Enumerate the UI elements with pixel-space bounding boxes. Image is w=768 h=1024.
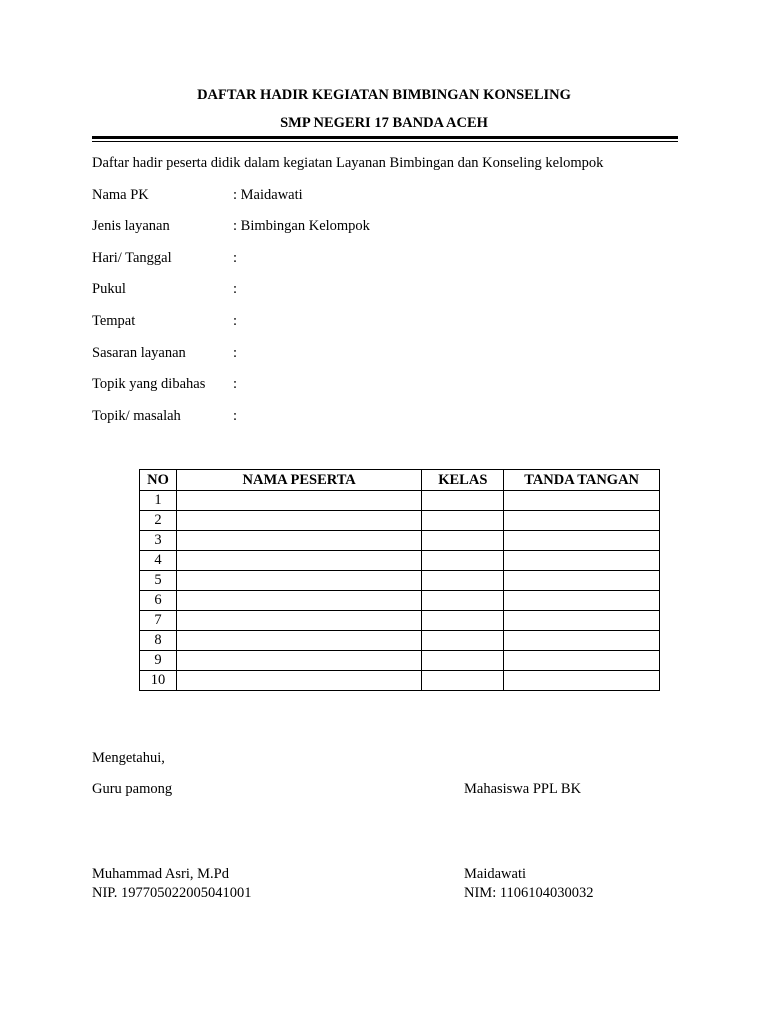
tanda-tangan-cell[interactable]	[504, 571, 660, 591]
row-number: 3	[140, 531, 177, 551]
kelas-cell[interactable]	[422, 591, 504, 611]
field-value: :	[233, 345, 238, 361]
table-row	[140, 591, 660, 611]
nama-cell[interactable]	[176, 571, 421, 591]
nama-cell[interactable]	[176, 591, 421, 611]
row-number: 5	[140, 571, 177, 591]
right-signatory-name: Maidawati	[464, 866, 527, 882]
tanda-tangan-cell[interactable]	[504, 591, 660, 611]
tanda-tangan-cell[interactable]	[504, 531, 660, 551]
tanda-tangan-cell[interactable]	[504, 651, 660, 671]
field-value: :	[233, 281, 238, 297]
nama-cell[interactable]	[176, 651, 421, 671]
nama-cell[interactable]	[176, 551, 421, 571]
table-row	[140, 611, 660, 631]
acknowledge-text: Mengetahui,	[92, 750, 165, 766]
field-label: Jenis layanan	[92, 218, 170, 234]
right-signatory-id: NIM: 1106104030032	[464, 885, 594, 901]
column-header-tanda-tangan: TANDA TANGAN	[504, 470, 660, 491]
tanda-tangan-cell[interactable]	[504, 611, 660, 631]
intro-text: Daftar hadir peserta didik dalam kegiatan Layanan Bimbingan dan Konseling kelompok	[92, 155, 604, 171]
kelas-cell[interactable]	[422, 651, 504, 671]
kelas-cell[interactable]	[422, 491, 504, 511]
field-value: :	[233, 250, 238, 266]
row-number: 6	[140, 591, 177, 611]
nama-cell[interactable]	[176, 511, 421, 531]
field-label: Sasaran layanan	[92, 345, 186, 361]
header-rule-thick	[92, 136, 678, 139]
table-header-row	[140, 470, 660, 491]
table-row	[140, 631, 660, 651]
field-label: Pukul	[92, 281, 126, 297]
field-label: Nama PK	[92, 187, 149, 203]
left-signatory-name: Muhammad Asri, M.Pd	[92, 866, 229, 882]
table-row	[140, 671, 660, 691]
field-value: : Bimbingan Kelompok	[233, 218, 370, 234]
field-value: :	[233, 376, 238, 392]
tanda-tangan-cell[interactable]	[504, 511, 660, 531]
document-title: DAFTAR HADIR KEGIATAN BIMBINGAN KONSELING	[197, 87, 571, 103]
left-signatory-role: Guru pamong	[92, 781, 173, 797]
nama-cell[interactable]	[176, 611, 421, 631]
table-row	[140, 651, 660, 671]
table-row	[140, 551, 660, 571]
row-number: 1	[140, 491, 177, 511]
tanda-tangan-cell[interactable]	[504, 491, 660, 511]
nama-cell[interactable]	[176, 531, 421, 551]
column-header-nama-peserta: NAMA PESERTA	[176, 470, 421, 491]
left-signatory-id: NIP. 197705022005041001	[92, 885, 252, 901]
kelas-cell[interactable]	[422, 551, 504, 571]
right-signatory-role: Mahasiswa PPL BK	[464, 781, 582, 797]
row-number: 7	[140, 611, 177, 631]
field-label: Hari/ Tanggal	[92, 250, 172, 266]
nama-cell[interactable]	[176, 631, 421, 651]
table-row	[140, 571, 660, 591]
kelas-cell[interactable]	[422, 571, 504, 591]
row-number: 10	[140, 671, 177, 691]
column-header-no: NO	[140, 470, 177, 491]
attendance-table	[139, 469, 660, 691]
tanda-tangan-cell[interactable]	[504, 631, 660, 651]
kelas-cell[interactable]	[422, 631, 504, 651]
field-value: :	[233, 408, 238, 424]
field-label: Tempat	[92, 313, 136, 329]
header-rule-thin	[92, 141, 678, 142]
table-row	[140, 531, 660, 551]
row-number: 9	[140, 651, 177, 671]
row-number: 8	[140, 631, 177, 651]
kelas-cell[interactable]	[422, 511, 504, 531]
field-label: Topik/ masalah	[92, 408, 181, 424]
tanda-tangan-cell[interactable]	[504, 671, 660, 691]
table-row	[140, 491, 660, 511]
column-header-kelas: KELAS	[422, 470, 504, 491]
row-number: 2	[140, 511, 177, 531]
school-name: SMP NEGERI 17 BANDA ACEH	[280, 115, 488, 131]
row-number: 4	[140, 551, 177, 571]
kelas-cell[interactable]	[422, 671, 504, 691]
table-row	[140, 511, 660, 531]
nama-cell[interactable]	[176, 491, 421, 511]
field-value: : Maidawati	[233, 187, 303, 203]
tanda-tangan-cell[interactable]	[504, 551, 660, 571]
field-label: Topik yang dibahas	[92, 376, 206, 392]
nama-cell[interactable]	[176, 671, 421, 691]
kelas-cell[interactable]	[422, 611, 504, 631]
kelas-cell[interactable]	[422, 531, 504, 551]
field-value: :	[233, 313, 238, 329]
